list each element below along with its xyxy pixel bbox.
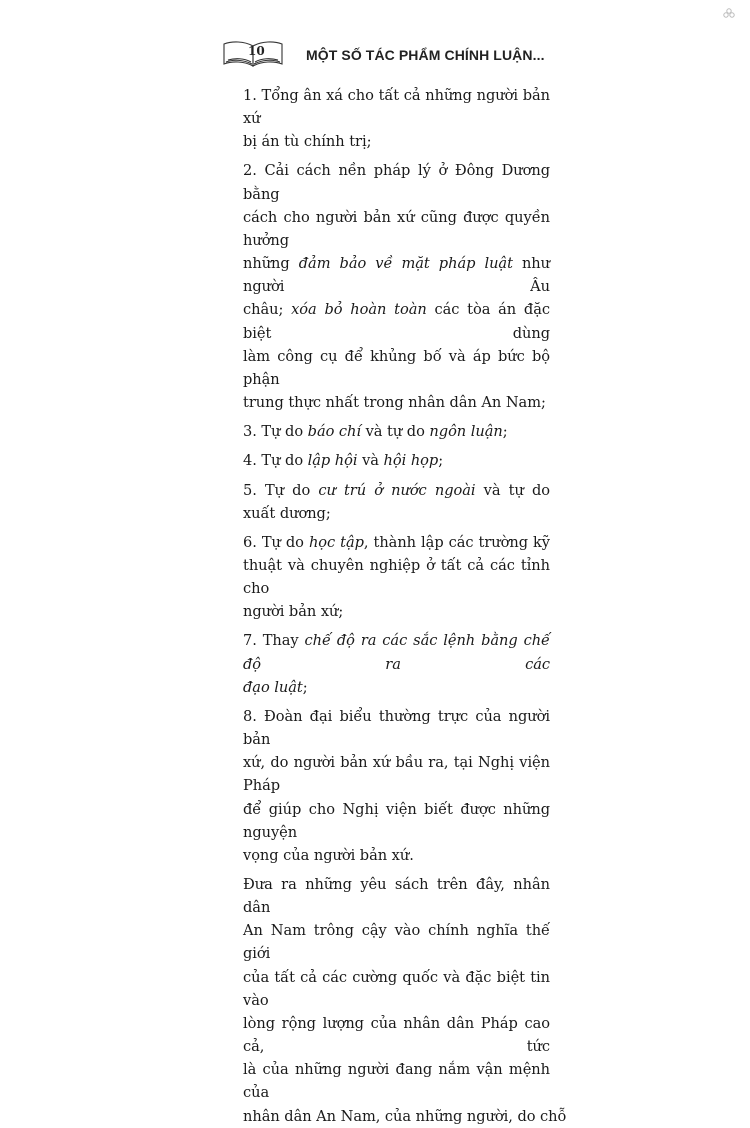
- text-run: 4. Tự do: [243, 452, 308, 470]
- text-run: ;: [438, 452, 444, 470]
- text-run: và: [357, 452, 384, 470]
- text-run: 2. Cải cách nền pháp lý ở Đông Dương bằng: [243, 162, 550, 203]
- text-run: xuất dương;: [243, 504, 331, 522]
- text-line: [243, 449, 550, 472]
- text-run: để giúp cho Nghị viện biết được những nguyện: [243, 800, 550, 841]
- paragraph: [243, 705, 550, 867]
- text-run: của tất cả các cường quốc và đặc biệt tin vào: [243, 968, 550, 1009]
- text-run: 6. Tự do: [243, 533, 309, 551]
- text-run: An Nam trông cậy vào chính nghĩa thế giới: [243, 922, 550, 963]
- italic-text: đảm bảo về mặt pháp luật: [298, 255, 513, 273]
- paragraph: [243, 531, 550, 624]
- text-line: [243, 966, 550, 1012]
- text-run: vọng của người bản xứ.: [243, 846, 414, 864]
- paragraph: [243, 479, 550, 525]
- text-run: trung thực nhất trong nhân dân An Nam;: [243, 394, 546, 412]
- italic-text: cư trú ở nước ngoài: [318, 481, 476, 499]
- text-run: châu;: [243, 301, 292, 319]
- text-run: những: [243, 255, 299, 273]
- text-line: [243, 502, 550, 525]
- text-line: [243, 531, 550, 554]
- text-line: [243, 252, 550, 298]
- paragraph: [243, 420, 550, 443]
- text-line: [243, 298, 550, 344]
- paragraph: [243, 629, 550, 698]
- text-line: [243, 1105, 567, 1128]
- text-line: [243, 554, 550, 600]
- text-run: cách cho người bản xứ cũng được quyền hưởng: [243, 208, 550, 249]
- text-line: [243, 1058, 550, 1104]
- text-run: như người Âu: [243, 255, 551, 296]
- flower-icon: [722, 7, 736, 21]
- text-run: ;: [502, 423, 508, 441]
- italic-text: hội họp: [383, 452, 439, 470]
- text-line: [243, 130, 550, 153]
- italic-text: lập hội: [307, 452, 358, 470]
- text-run: người bản xứ;: [243, 603, 344, 621]
- italic-text: xóa bỏ hoàn toàn: [291, 301, 427, 319]
- text-run: nhân dân An Nam, của những người, do chỗ: [243, 1107, 567, 1125]
- text-line: [243, 391, 550, 414]
- text-run: làm công cụ để khủng bố và áp bức bộ phận: [243, 347, 550, 388]
- text-run: các tòa án đặc biệt dùng: [243, 301, 550, 342]
- text-line: [243, 629, 550, 675]
- italic-text: đạo luật: [243, 678, 303, 696]
- text-run: lòng rộng lượng của nhân dân Pháp cao cả, tức: [243, 1014, 550, 1056]
- text-line: [243, 751, 550, 797]
- text-line: [243, 84, 550, 130]
- text-line: [243, 600, 550, 623]
- page-number: 10: [248, 44, 265, 58]
- text-run: 1. Tổng ân xá cho tất cả những người bản xứ: [243, 87, 550, 128]
- text-run: 8. Đoàn đại biểu thường trực của người bản: [243, 707, 550, 749]
- text-line: [243, 798, 550, 844]
- text-line: [243, 420, 550, 443]
- italic-text: ngôn luận: [429, 423, 503, 441]
- text-run: là của những người đang nắm vận mệnh của: [243, 1061, 550, 1102]
- text-line: [243, 159, 550, 205]
- italic-text: báo chí: [307, 423, 362, 441]
- text-run: Đưa ra những yêu sách trên đây, nhân dân: [243, 876, 550, 917]
- text-run: 7. Thay: [243, 632, 305, 650]
- text-run: bị án tù chính trị;: [243, 133, 372, 151]
- text-run: 5. Tự do: [243, 481, 319, 499]
- text-run: , thành lập các trường kỹ: [363, 533, 550, 551]
- body-text: [243, 84, 567, 1128]
- paragraph: [243, 84, 550, 153]
- italic-text: học tập: [308, 533, 364, 551]
- paragraph: [243, 449, 550, 472]
- text-run: ;: [302, 678, 308, 696]
- text-line: [243, 676, 550, 699]
- text-line: [243, 479, 550, 502]
- text-line: [243, 345, 550, 391]
- text-run: 3. Tự do: [243, 423, 308, 441]
- text-run: xứ, do người bản xứ bầu ra, tại Nghị viện Pháp: [243, 754, 550, 795]
- text-run: thuật và chuyên nghiệp ở tất cả các tỉnh cho: [243, 556, 550, 598]
- italic-text: chế độ ra các sắc lệnh bằng chế độ ra các: [243, 632, 550, 673]
- text-line: [243, 919, 550, 965]
- text-line: [243, 873, 550, 919]
- text-line: [243, 705, 550, 751]
- text-line: [243, 1012, 550, 1058]
- running-title: MỘT SỐ TÁC PHẨM CHÍNH LUẬN...: [306, 47, 545, 63]
- text-run: và tự do: [361, 423, 430, 441]
- paragraph: [243, 159, 550, 414]
- text-line: [243, 844, 550, 867]
- paragraph: [243, 873, 567, 1128]
- text-run: và tự do: [475, 481, 551, 499]
- page-header: [222, 38, 552, 72]
- text-line: [243, 206, 550, 252]
